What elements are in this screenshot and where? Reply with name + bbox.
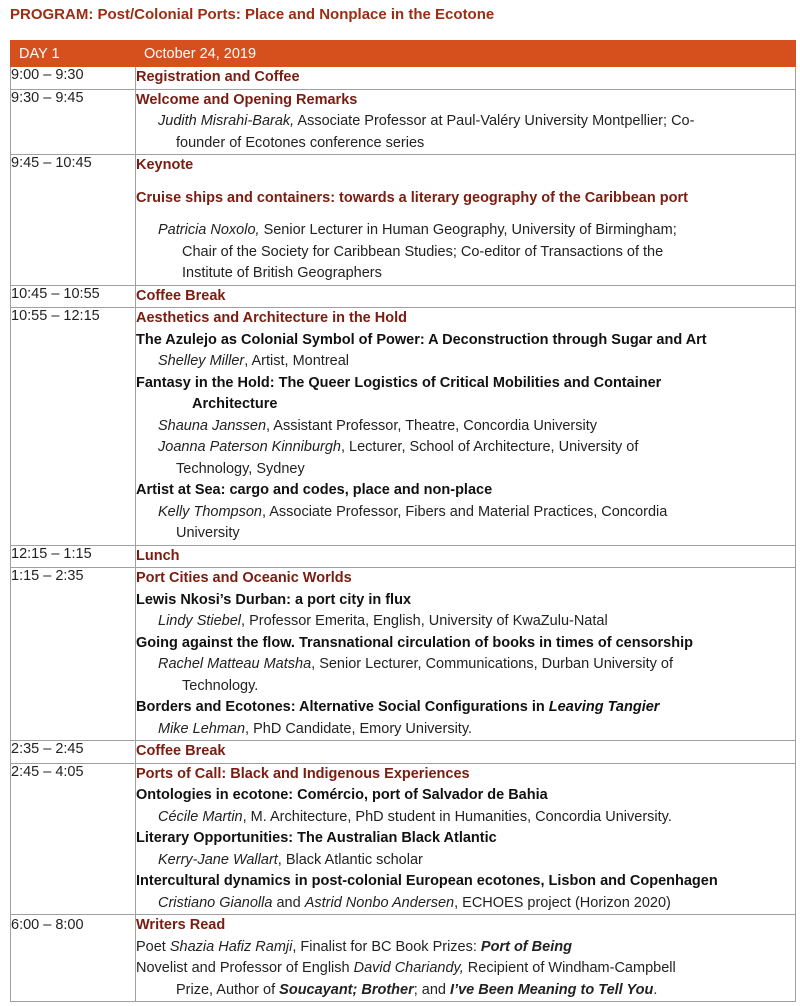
speaker-name: Mike Lehman <box>158 720 246 737</box>
talk-title: Intercultural dynamics in post-colonial European ecotones, Lisbon and Copenhagen <box>136 873 718 889</box>
speaker-affiliation: , Senior Lecturer, Communications, Durban University of <box>311 656 673 672</box>
reader-info: Recipient of Windham-Campbell <box>463 960 676 976</box>
time-cell: 10:55 – 12:15 <box>11 308 136 546</box>
time-cell: 10:45 – 10:55 <box>11 285 136 308</box>
reader-info: , Finalist for BC Book Prizes: <box>292 938 481 955</box>
reader-line-cont <box>136 980 795 1002</box>
time-cell: 1:15 – 2:35 <box>11 568 136 741</box>
table-row <box>11 763 796 915</box>
speaker-affiliation: Senior Lecturer in Human Geography, University of Birmingham; <box>259 222 677 238</box>
content-cell <box>136 155 796 286</box>
session-title: Coffee Break <box>136 743 226 759</box>
speaker-affiliation-cont: Chair of the Society for Caribbean Studies; Co-editor of Transactions of the <box>182 243 664 260</box>
session-title: Coffee Break <box>136 287 226 304</box>
content-cell <box>136 568 796 741</box>
session-title: Port Cities and Oceanic Worlds <box>136 570 352 586</box>
time-cell: 2:45 – 4:05 <box>11 763 136 915</box>
table-row <box>11 308 796 546</box>
talk-title: Going against the flow. Transnational circulation of books in times of censorship <box>136 634 693 651</box>
speaker-name: Rachel Matteau Matsha <box>158 656 312 672</box>
speaker-line <box>136 351 795 373</box>
book-title: I’ve Been Meaning to Tell You <box>450 981 654 998</box>
speaker-affiliation-cont: Technology. <box>182 677 259 694</box>
speaker-line <box>136 850 795 872</box>
speaker-name: Shauna Janssen <box>158 417 267 434</box>
speaker-line <box>136 807 795 829</box>
speaker-affiliation: , PhD Candidate, Emory University. <box>245 720 473 737</box>
session-title: Lunch <box>136 547 180 564</box>
table-row <box>11 67 796 90</box>
content-cell <box>136 545 796 568</box>
speaker-affiliation: , Artist, Montreal <box>244 353 349 369</box>
book-title: Soucayant; Brother <box>279 981 414 998</box>
speaker-affiliation: , M. Architecture, PhD student in Humanities, Concordia University. <box>242 808 672 825</box>
time-cell: 9:00 – 9:30 <box>11 67 136 90</box>
keynote-talk-title: Cruise ships and containers: towards a literary geography of the Caribbean port <box>136 189 688 206</box>
speaker-affiliation: Associate Professor at Paul-Valéry University Montpellier; Co- <box>294 113 695 129</box>
speaker-line <box>136 416 795 438</box>
table-row <box>11 285 796 308</box>
speaker-affiliation: , ECHOES project (Horizon 2020) <box>454 894 671 911</box>
speaker-name: Kerry-Jane Wallart <box>158 851 278 868</box>
speaker-affiliation: , Lecturer, School of Architecture, University of <box>341 439 639 455</box>
speaker-affiliation: , Assistant Professor, Theatre, Concordia University <box>266 417 597 434</box>
content-cell <box>136 67 796 90</box>
content-cell <box>136 89 796 155</box>
reader-line <box>136 958 795 980</box>
speaker-name: Lindy Stiebel <box>158 613 242 629</box>
content-cell <box>136 308 796 546</box>
speaker-name: Kelly Thompson <box>158 503 262 520</box>
talk-title: Fantasy in the Hold: The Queer Logistics of Critical Mobilities and Container <box>136 374 662 391</box>
reader-info: ; and <box>413 981 451 998</box>
table-row <box>11 155 796 286</box>
table-row <box>11 568 796 741</box>
table-row <box>11 545 796 568</box>
book-title: Port of Being <box>480 938 572 955</box>
session-title: Keynote <box>136 157 194 173</box>
speaker-name: Astrid Nonbo Andersen <box>304 894 455 911</box>
reader-role: Poet <box>136 938 170 955</box>
content-cell <box>136 915 796 1002</box>
session-title: Welcome and Opening Remarks <box>136 91 358 108</box>
session-title: Aesthetics and Architecture in the Hold <box>136 310 407 326</box>
reader-info: Prize, Author of <box>176 981 280 998</box>
speaker-name: Cristiano Gianolla <box>158 894 273 911</box>
speaker-line <box>136 220 795 242</box>
speaker-name: Patricia Noxolo, <box>158 222 260 238</box>
page-title: PROGRAM: Post/Colonial Ports: Place and Nonplace in the Ecotone <box>10 6 495 23</box>
book-title: Leaving Tangier <box>548 699 660 715</box>
speaker-name: Cécile Martin <box>158 808 243 825</box>
speaker-name: Joanna Paterson Kinniburgh <box>158 439 341 455</box>
speaker-conjunction: and <box>272 894 305 911</box>
speaker-affiliation: , Black Atlantic scholar <box>277 851 423 868</box>
talk-title: Ontologies in ecotone: Comércio, port of Salvador de Bahia <box>136 787 548 803</box>
content-cell <box>136 763 796 915</box>
content-cell <box>136 285 796 308</box>
time-cell: 9:45 – 10:45 <box>11 155 136 286</box>
session-title: Registration and Coffee <box>136 69 300 85</box>
table-row <box>11 915 796 1002</box>
program-table <box>10 40 796 1002</box>
reader-name: David Chariandy, <box>353 960 464 976</box>
speaker-line <box>136 111 795 133</box>
reader-info: . <box>653 981 658 998</box>
session-title: Ports of Call: Black and Indigenous Experiences <box>136 765 470 782</box>
talk-title: Artist at Sea: cargo and codes, place and non-place <box>136 482 493 498</box>
speaker-name: Shelley Miller <box>158 353 245 369</box>
speaker-line <box>136 719 795 741</box>
time-cell: 6:00 – 8:00 <box>11 915 136 1002</box>
speaker-name: Judith Misrahi-Barak, <box>158 113 295 129</box>
speaker-affiliation: , Professor Emerita, English, University of KwaZulu-Natal <box>241 613 608 629</box>
reader-name: Shazia Hafiz Ramji <box>169 938 293 955</box>
talk-title: Lewis Nkosi’s Durban: a port city in flux <box>136 591 412 608</box>
speaker-line <box>136 893 795 915</box>
table-row <box>11 741 796 764</box>
reader-line <box>136 937 795 959</box>
speaker-line <box>136 502 795 524</box>
session-title: Writers Read <box>136 917 226 933</box>
speaker-affiliation-cont: Technology, Sydney <box>176 460 305 477</box>
speaker-affiliation-cont: University <box>176 525 240 541</box>
speaker-affiliation: , Associate Professor, Fibers and Material Practices, Concordia <box>261 503 668 520</box>
speaker-line <box>136 437 795 459</box>
talk-title-text: Borders and Ecotones: Alternative Social Configurations in <box>136 699 549 715</box>
time-cell: 9:30 – 9:45 <box>11 89 136 155</box>
speaker-line <box>136 611 795 633</box>
speaker-affiliation-cont: founder of Ecotones conference series <box>176 134 425 151</box>
table-row <box>11 89 796 155</box>
day-label: DAY 1 <box>11 41 136 67</box>
content-cell <box>136 741 796 764</box>
speaker-affiliation-cont: Institute of British Geographers <box>182 265 382 281</box>
speaker-line <box>136 654 795 676</box>
time-cell: 12:15 – 1:15 <box>11 545 136 568</box>
talk-title: Literary Opportunities: The Australian Black Atlantic <box>136 830 497 846</box>
talk-title <box>136 697 795 719</box>
talk-title-cont: Architecture <box>192 396 278 412</box>
date-label: October 24, 2019 <box>136 41 796 67</box>
talk-title: The Azulejo as Colonial Symbol of Power: A Deconstruction through Sugar and Art <box>136 331 707 348</box>
table-header-row <box>11 41 796 67</box>
time-cell: 2:35 – 2:45 <box>11 741 136 764</box>
reader-role: Novelist and Professor of English <box>136 960 354 976</box>
